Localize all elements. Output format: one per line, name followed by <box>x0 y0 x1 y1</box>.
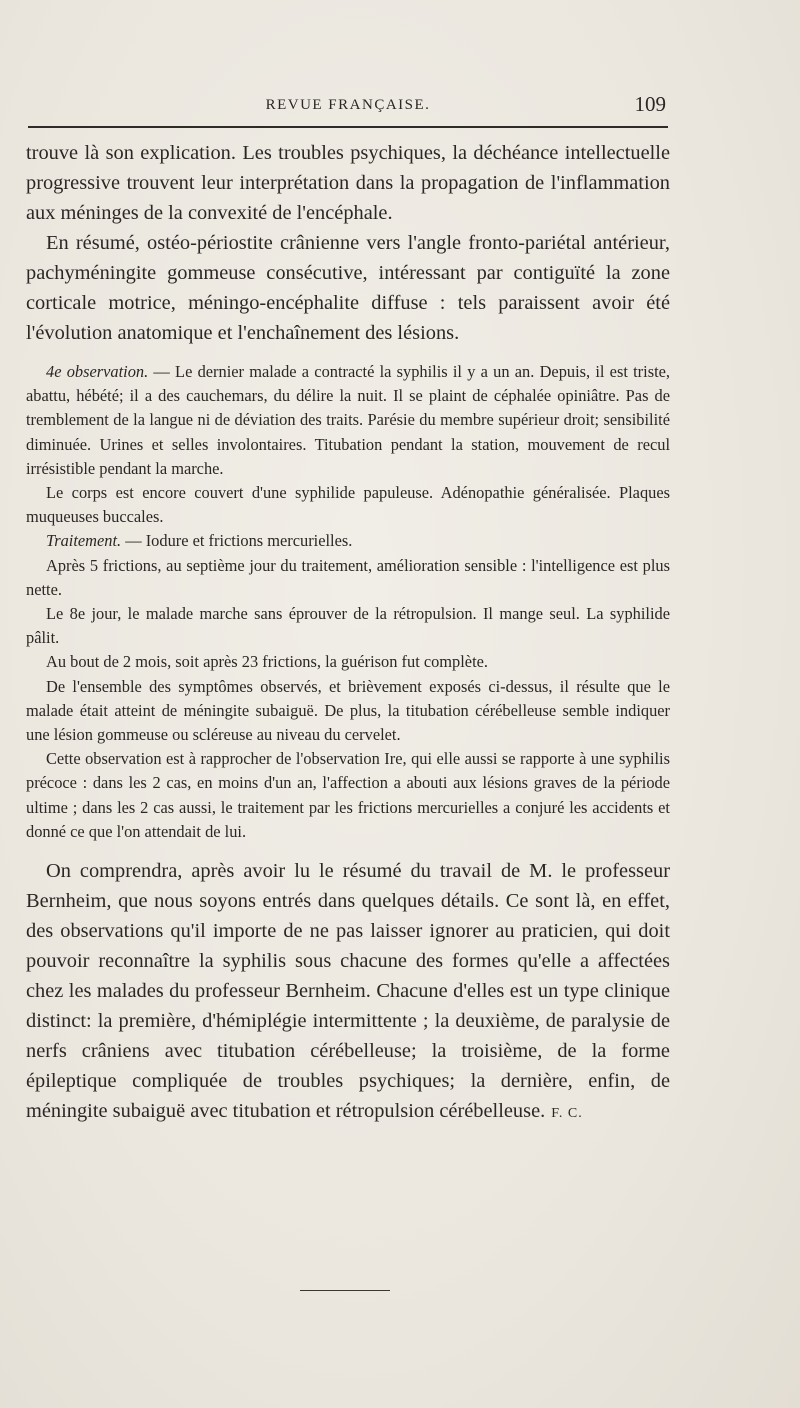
paragraph-1: trouve là son explication. Les troubles psychiques, la déchéance intellectuelle progressive trouvent leur interprétation dans la propagation de l'inflammation aux méninges de la convexité de l'encéphale. <box>26 142 670 224</box>
paragraph-7: Le 8e jour, le malade marche sans éprouver de la rétropulsion. Il mange seul. La syphilide pâlit. <box>26 604 670 648</box>
paragraph-2: En résumé, ostéo-périostite crânienne vers l'angle fronto-pariétal antérieur, pachyméningite gommeuse consécutive, intéressant par contiguïté la zone corticale motrice, méningo-encéphalite diffuse : tels paraissent avoir été l'évolution anatomique et l'enchaînement des lésions. <box>26 232 670 344</box>
running-title: REVUE FRANÇAISE. <box>265 97 431 113</box>
body-text <box>26 138 670 1129</box>
treatment-label: Traitement. <box>46 531 122 551</box>
page-number: 109 <box>634 92 666 116</box>
header-rule <box>28 126 668 128</box>
paragraph-observation-4 <box>26 360 670 481</box>
signature: F. C. <box>551 1106 583 1122</box>
end-rule <box>300 1290 390 1291</box>
paragraph-conclusion <box>26 856 670 1129</box>
paragraph-treatment <box>26 529 670 553</box>
observation-label: 4e observation. <box>46 362 149 381</box>
observation-text: — Le dernier malade a contracté la syphilis il y a un an. Depuis, il est triste, abattu, hébété; il a des cauchemars, du délire la nuit. Il se plaint de céphalée opiniâtre. Pas de tremblement de la langue ni de déviation des traits. Parésie du membre supérieur droit; sensibilité diminuée. Urines et selles involontaires. Titubation pendant la station, mouvement de recul irrésistible pendant la marche. <box>26 362 670 478</box>
paragraph-9: De l'ensemble des symptômes observés, et brièvement exposés ci-dessus, il résulte que le malade était atteint de méningite subaiguë. De plus, la titubation cérébelleuse semble indiquer une lésion gommeuse ou scléreuse au niveau du cervelet. <box>26 676 670 745</box>
paragraph-8: Au bout de 2 mois, soit après 23 frictions, la guérison fut complète. <box>46 652 489 672</box>
paragraph-10: Cette observation est à rapprocher de l'observation Ire, qui elle aussi se rapporte à une syphilis précoce : dans les 2 cas, en moins d'un an, l'affection a abouti aux lésions graves de la période ultime ; dans les 2 cas aussi, le traitement par les frictions mercurielles a conjuré les accidents et donné ce que l'on attendait de lui. <box>26 749 670 841</box>
page-header <box>28 94 668 122</box>
paragraph-6: Après 5 frictions, au septième jour du traitement, amélioration sensible : l'intelligence est plus nette. <box>26 555 670 599</box>
paragraph-4: Le corps est encore couvert d'une syphilide papuleuse. Adénopathie généralisée. Plaques muqueuses buccales. <box>26 483 670 527</box>
conclusion-text: On comprendra, après avoir lu le résumé du travail de M. le professeur Bernheim, que nous soyons entrés dans quelques détails. Ce sont là, en effet, des observations qu'il importe de ne pas laisser ignorer au praticien, qui doit pouvoir reconnaître la syphilis sous chacune des formes qu'elle a affectées chez les malades du professeur Bernheim. Chacune d'elles est un type clinique distinct: la première, d'hémiplégie intermittente ; la deuxième, de paralysie de nerfs crâniens avec titubation cérébelleuse; la troisième, de la forme épileptique compliquée de troubles psychiques; la dernière, enfin, de méningite subaiguë avec titubation et rétropulsion cérébelleuse. <box>26 860 670 1123</box>
treatment-text: — Iodure et frictions mercurielles. <box>121 531 353 551</box>
